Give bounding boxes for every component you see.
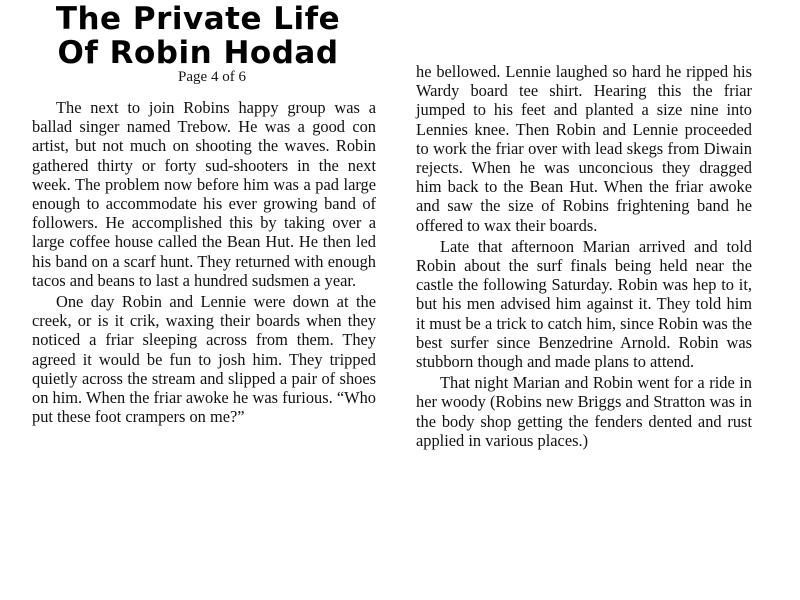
right-column [416,0,752,450]
right-paragraph-2: Late that afternoon Marian arrived and told Robin about the surf finals being held near the castle the following Saturday. Robin was hep to it, but his men advised him against it. They told him it must be a trick to catch him, since Robin was the best surfer since Benzedrine Arnold. Robin was stubborn though and made plans to attend. [416,236,752,372]
left-column [32,0,376,426]
page-indicator: Page 4 of 6 [178,69,246,85]
left-paragraph-2: One day Robin and Lennie were down at the creek, or is it crik, waxing their boards when they noticed a friar sleeping across from them. They agreed it would be fun to josh him. They tripped quietly across the stream and slipped a pair of shoes on him. When the friar awoke he was furious. “Who put these foot crampers on me?” [32,292,376,427]
right-paragraph-1: he bellowed. Lennie laughed so hard he ripped his Wardy board tee shirt. Hearing this the friar jumped to his feet and planted a size nine into Lennies knee. Then Robin and Lennie proceeded to work the friar over with lead skegs from Diwain rejects. When he was unconcious they dragged him back to the Bean Hut. When the friar awoke and saw the size of Robins frightening band he offered to wax their boards. [416,62,752,235]
article-headline [26,0,370,70]
headline-line-2: Of Robin Hodad [57,35,339,71]
right-paragraph-3: That night Marian and Robin went for a ride in her woody (Robins new Briggs and Stratton was in the body shop getting the fenders dented and rust applied in various places.) [416,373,752,450]
headline-line-1: The Private Life [55,1,341,37]
left-paragraph-1: The next to join Robins happy group was a ballad singer named Trebow. He was a good con artist, but not much on shooting the waves. Robin gathered thirty or forty sud-shooters in the next week. The problem now before him was a pad large enough to accommodate his ever growing band of followers. He accomplished this by taking over a large coffee house called the Bean Hut. He then led his band on a scarf hunt. They returned with enough tacos and beans to last a hundred sudsmen a year. [32,98,376,290]
